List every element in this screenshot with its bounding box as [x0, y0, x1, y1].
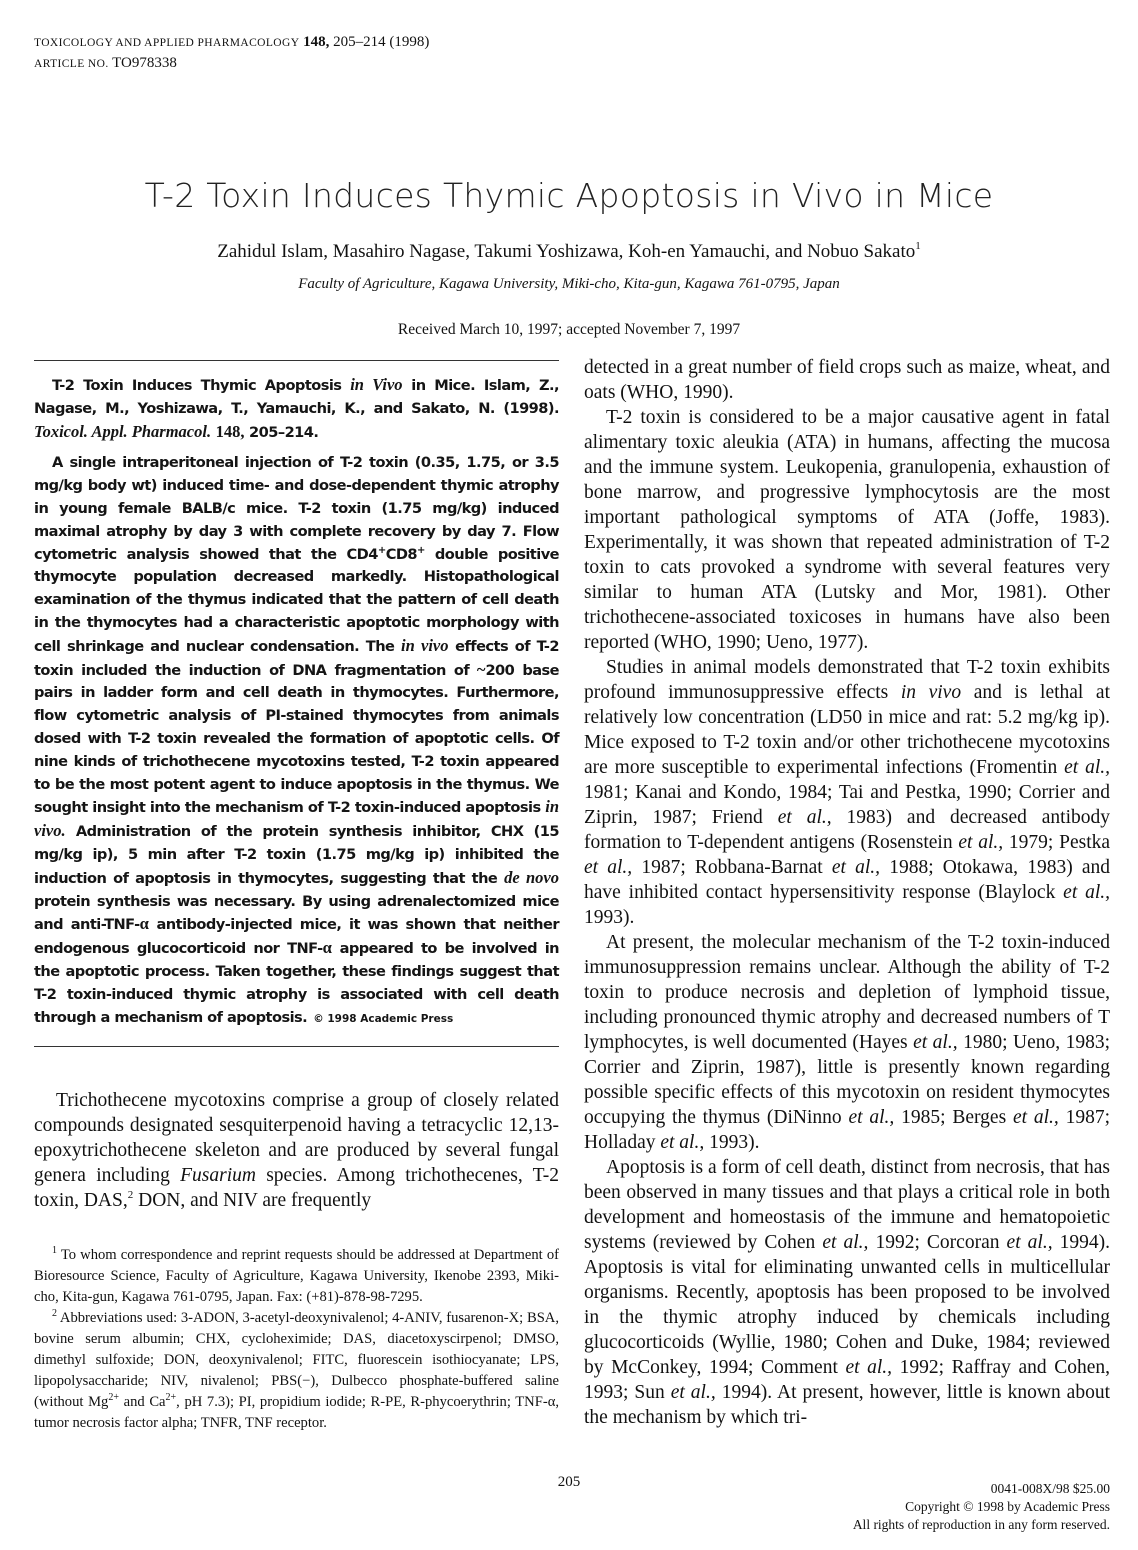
footnote-1: $^1$ To whom correspondence and reprint requests should be addressed at Department of Bioresource Science, Faculty of Agriculture, Kagawa University, Ikenobe 2393, Miki-cho, Kita-gun, Kagawa 761-0795, Japan. Fax: (+81)-878-98-7295. [34, 1245, 559, 1305]
author-footnote-marker: 1 [915, 240, 921, 252]
journal-header [34, 32, 429, 74]
price-code: 0041-008X/98 $25.00 [990, 1481, 1110, 1496]
affiliation: Faculty of Agriculture, Kagawa University, Miki-cho, Kita-gun, Kagawa 761-0795, Japan [298, 276, 840, 292]
publisher-rights [853, 1480, 1110, 1534]
footnotes [34, 1245, 559, 1434]
paper-title: T-2 Toxin Induces Thymic Apoptosis in Vivo in Mice [144, 176, 994, 215]
article-id: TO978338 [112, 55, 177, 71]
intro-paragraph-1-cont: detected in a great number of field crops such as maize, wheat, and oats (WHO, 1990). [584, 357, 1110, 403]
journal-citation [34, 32, 429, 53]
rights-line: All rights of reproduction in any form reserved. [852, 1517, 1110, 1532]
intro-paragraph-1: Trichothecene mycotoxins comprise a group of closely related compounds designated sesquiterpenoid having a tetracyclic 12,13-epoxytrichothecene skeleton and are produced by several fungal genera including Fusarium species. Among trichothecenes, T-2 toxin, DAS,$^2$ DON, and NIV are frequently [34, 1090, 560, 1211]
journal-volume: 148, [303, 34, 330, 50]
abstract-citation: T-2 Toxin Induces Thymic Apoptosis in Vivo in Mice. Islam, Z., Nagase, M., Yoshizawa, T., Yamauchi, K., and Sakato, N. (1998). Toxicol. Appl. Pharmacol. 148, 205–214. [34, 375, 560, 441]
intro-right-column [584, 355, 1110, 1430]
footnote-marker-2: 2 [127, 1189, 134, 1201]
abstract-copyright: © 1998 Academic Press [313, 1012, 454, 1025]
abstract-top-rule [34, 360, 559, 361]
abstract-bottom-rule [34, 1046, 559, 1047]
intro-paragraph-3: Studies in animal models demonstrated that T-2 toxin exhibits profound immunosuppressive effects in vivo and is lethal at relatively low concentration (LD50 in mice and rat: 5.2 mg/kg ip). Mice exposed to T-2 toxin and/or other trichothecene mycotoxins are more susceptible to experimental infections (Fromentin et al., 1981; Kanai and Kondo, 1984; Tai and Pestka, 1990; Corrier and Ziprin, 1987; Friend et al., 1983) and decreased antibody formation to T-dependent antigens (Rosenstein et al., 1979; Pestka et al., 1987; Robbana-Barnat et al., 1988; Otokawa, 1983) and have inhibited contact hypersensitivity response (Blaylock et al., 1993). [584, 657, 1111, 928]
authors-text: Zahidul Islam, Masahiro Nagase, Takumi Yoshizawa, Koh-en Yamauchi, and Nobuo Sakato [217, 241, 916, 262]
received-dates: Received March 10, 1997; accepted November 7, 1997 [397, 321, 741, 338]
abstract [34, 374, 559, 1030]
journal-name: TOXICOLOGY AND APPLIED PHARMACOLOGY [34, 37, 300, 49]
copyright-line: Copyright © 1998 by Academic Press [905, 1499, 1110, 1514]
intro-left-column [34, 1088, 559, 1213]
footnote-2: $^2$ Abbreviations used: 3-ADON, 3-acetyl-deoxynivalenol; 4-ANIV, fusarenon-X; BSA, bovine serum albumin; CHX, cycloheximide; DAS, diacetoxyscirpenol; DMSO, dimethyl sulfoxide; DON, deoxynivalenol; FITC, fluorescein isothiocyanate; LPS, lipopolysaccharide; NIV, nivalenol; PBS(−), Dulbecco phosphate-buffered saline (without $Mg^{2+}$ and $Ca^{2+}$, pH 7.3); PI, propidium iodide; R-PE, R-phycoerythrin; TNF-α, tumor necrosis factor alpha; TNFR, TNF receptor. [34, 1308, 559, 1431]
journal-pages: 205–214 (1998) [333, 34, 430, 50]
article-label: ARTICLE NO. [34, 58, 109, 70]
page-number: 205 [557, 1474, 581, 1490]
intro-paragraph-2: T-2 toxin is considered to be a major causative agent in fatal alimentary toxic aleukia (ATA) in humans, affecting the mucosa and the immune system. Leukopenia, granulopenia, exhaustion of bone marrow, and progressive lymphocytosis are the most important pathological symptoms of ATA (Joffe, 1983). Experimentally, it was shown that repeated administration of T-2 toxin to cats provoked a syndrome with several features very similar to human ATA (Lutsky and Mor, 1981). Other trichothecene-associated toxicoses in humans have also been reported (WHO, 1990; Ueno, 1977). [584, 407, 1110, 653]
article-number [34, 53, 429, 74]
intro-paragraph-4: At present, the molecular mechanism of the T-2 toxin-induced immunosuppression remains unclear. Although the ability of T-2 toxin to produce necrosis and depletion of lymphoid tissue, including pronounced thymic atrophy and decreased numbers of T lymphocytes, is well documented (Hayes et al., 1980; Ueno, 1983; Corrier and Ziprin, 1987), little is presently known regarding possible specific effects of this mycotoxin on resident thymocytes occupying the thymus (DiNinno et al., 1985; Berges et al., 1987; Holladay et al., 1993). [584, 932, 1111, 1153]
author-list [0, 240, 1138, 263]
abstract-text: A single intraperitoneal injection of T-2 toxin (0.35, 1.75, or 3.5 mg/kg body wt) induced time- and dose-dependent thymic atrophy in young female BALB/c mice. T-2 toxin (1.75 mg/kg) induced maximal atrophy by day 3 with complete recovery by day 7. Flow cytometric analysis showed that the CD4+CD8+ double positive thymocyte population decreased markedly. Histopathological examination of the thymus indicated that the pattern of cell death in the thymocytes had a characteristic apoptotic morphology with cell shrinkage and nuclear condensation. The in vivo effects of T-2 toxin included the induction of DNA fragmentation of ~200 base pairs in ladder form and cell death in thymocytes. Furthermore, flow cytometric analysis of PI-stained thymocytes from animals dosed with T-2 toxin revealed the formation of apoptotic cells. Of nine kinds of trichothecene mycotoxins tested, T-2 toxin appeared to be the most potent agent to induce apoptosis in the thymus. We sought insight into the mechanism of T-2 toxin-induced apoptosis in vivo. Administration of the protein synthesis inhibitor, CHX (15 mg/kg ip), 5 min after T-2 toxin (1.75 mg/kg ip) inhibited the induction of apoptosis in thymocytes, suggesting that the de novo protein synthesis was necessary. By using adrenalectomized mice and anti-TNF-α antibody-injected mice, it was shown that neither endogenous glucocorticoid nor TNF-α appeared to be involved in the apoptotic process. Taken together, these findings suggest that T-2 toxin-induced thymic atrophy is associated with cell death through a mechanism of apoptosis. © 1998 Academic Press [34, 454, 560, 1026]
intro-paragraph-5: Apoptosis is a form of cell death, distinct from necrosis, that has been observed in many tissues and that plays a critical role in both development and homeostasis of the immune and hematopoietic systems (reviewed by Cohen et al., 1992; Corcoran et al., 1994). Apoptosis is vital for eliminating unwanted cells in multicellular organisms. Recently, apoptosis has been proposed to be involved in the thymic atrophy induced by chemicals including glucocorticoids (Wyllie, 1980; Cohen and Duke, 1984; reviewed by McConkey, 1994; Comment et al., 1992; Raffray and Cohen, 1993; Sun et al., 1994). At present, however, little is known about the mechanism by which tri- [584, 1157, 1111, 1428]
